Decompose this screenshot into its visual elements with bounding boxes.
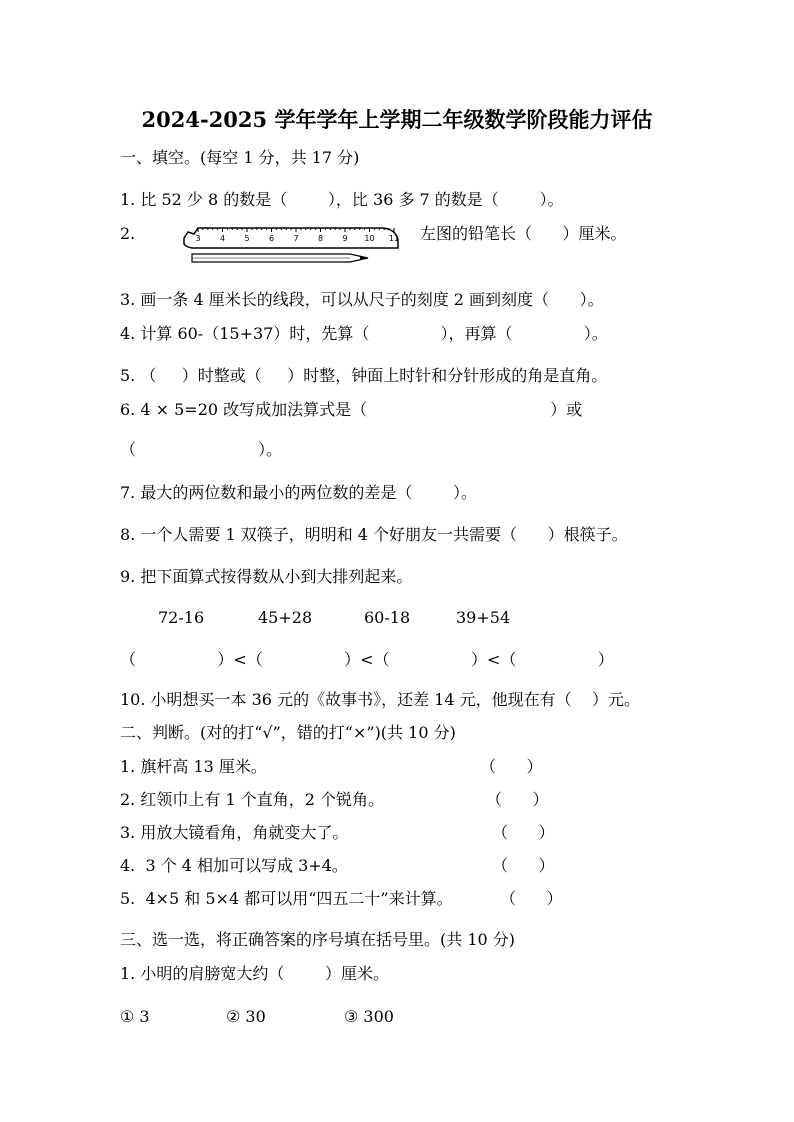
ruler-tick-label: 5	[244, 234, 250, 243]
question-7: 7. 最大的两位数和最小的两位数的差是（ ）。	[120, 483, 478, 502]
choice-option: ② 30	[226, 1007, 266, 1026]
section3-heading: 三、选一选，将正确答案的序号填在括号里。(共 10 分)	[120, 930, 516, 949]
ruler-tick-label: 10	[364, 234, 375, 243]
q9-order-blanks: （ ）<（ ）<（ ）<（ ）	[120, 650, 614, 669]
judge-item-paren: （ ）	[492, 823, 555, 842]
judge-item-paren: （ ）	[480, 757, 543, 776]
q9-expression: 72-16	[158, 608, 205, 627]
judge-item-paren: （ ）	[486, 790, 549, 809]
question-5: 5. （ ）时整或（ ）时整，钟面上时针和分针形成的角是直角。	[120, 366, 608, 385]
ruler-tick-label: 7	[293, 234, 299, 243]
question-9: 9. 把下面算式按得数从小到大排列起来。	[120, 567, 413, 586]
judge-item-text: 3. 用放大镜看角，角就变大了。	[120, 823, 349, 842]
ruler-tick-label: 9	[342, 234, 348, 243]
q9-expression: 60-18	[364, 608, 411, 627]
question-8: 8. 一个人需要 1 双筷子，明明和 4 个好朋友一共需要（ ）根筷子。	[120, 525, 628, 544]
question-1: 1. 比 52 少 8 的数是（ ），比 36 多 7 的数是（ ）。	[120, 190, 564, 209]
judge-item-text: 1. 旗杆高 13 厘米。	[120, 757, 267, 776]
ruler-pencil-illustration	[182, 218, 412, 272]
ruler-tick-label: 4	[219, 234, 226, 243]
judge-item-paren: （ ）	[500, 889, 563, 908]
choice-option: ① 3	[120, 1007, 150, 1026]
ruler-pencil-figure	[182, 218, 412, 272]
question-3: 3. 画一条 4 厘米长的线段，可以从尺子的刻度 2 画到刻度（ ）。	[120, 290, 604, 309]
judge-item-paren: （ ）	[492, 856, 555, 875]
ruler-tick-label: 6	[268, 234, 275, 243]
question-6-line2: （ ）。	[120, 440, 283, 459]
q9-expression: 45+28	[258, 608, 313, 627]
section2-heading: 二、判断。(对的打“√”，错的打“×”)(共 10 分)	[120, 723, 456, 742]
section1-heading: 一、填空。(每空 1 分，共 17 分)	[120, 148, 360, 167]
judge-item-text: 4. 3 个 4 相加可以写成 3+4。	[120, 856, 348, 875]
choice-question-1: 1. 小明的肩膀宽大约（ ）厘米。	[120, 964, 390, 983]
question-2-text: 左图的铅笔长（ ）厘米。	[420, 224, 627, 243]
question-4: 4. 计算 60-（15+37）时，先算（ ），再算（ ）。	[120, 324, 608, 343]
ruler-tick-label: 11	[388, 234, 400, 243]
judge-item-text: 2. 红领巾上有 1 个直角，2 个锐角。	[120, 790, 384, 809]
judge-item-text: 5. 4×5 和 5×4 都可以用“四五二十”来计算。	[120, 889, 453, 908]
question-10: 10. 小明想买一本 36 元的《故事书》，还差 14 元，他现在有（ ）元。	[120, 690, 640, 709]
ruler-tick-label: 3	[195, 234, 201, 243]
page-title: 2024-2025 学年学年上学期二年级数学阶段能力评估	[141, 107, 653, 132]
question-2-number: 2.	[120, 224, 136, 243]
choice-option: ③ 300	[344, 1007, 394, 1026]
ruler-tick-label: 8	[317, 234, 324, 243]
q9-expression: 39+54	[456, 608, 511, 627]
question-6-line1: 6. 4 × 5=20 改写成加法算式是（ ）或	[120, 400, 583, 419]
